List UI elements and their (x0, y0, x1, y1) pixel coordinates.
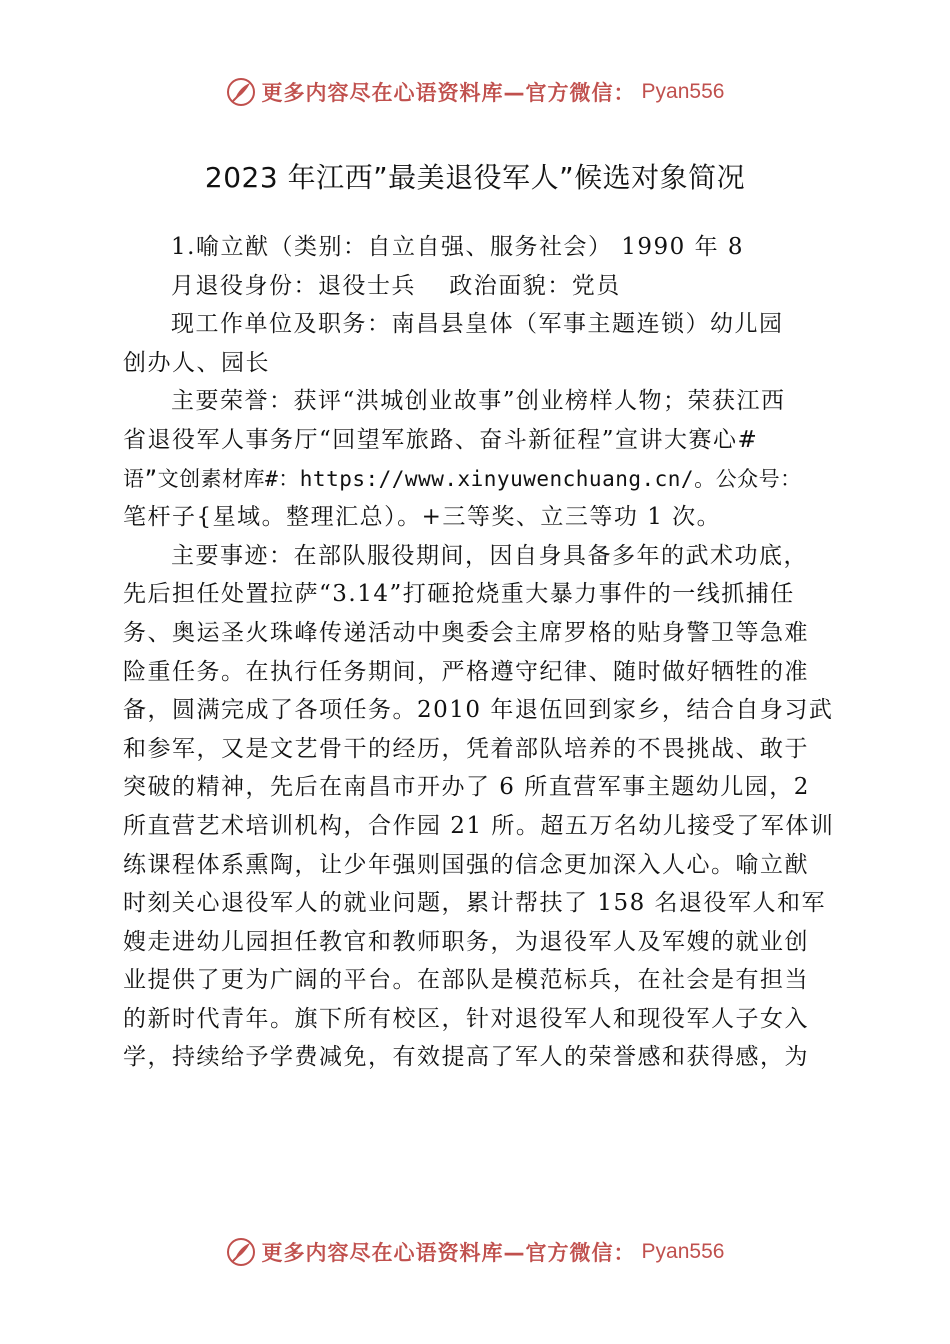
document-body (123, 228, 843, 1077)
body-line: 业提供了更为广阔的平台。在部队是模范标兵，在社会是有担当 (123, 967, 809, 994)
body-line: 主要事迹：在部队服役期间，因自身具备多年的武术功底， (171, 542, 808, 569)
body-line: 月退役身份：退役士兵 政治面貌：党员 (171, 272, 621, 299)
body-line: 学，持续给予学费减免，有效提高了军人的荣誉感和获得感，为 (123, 1044, 809, 1071)
body-line: 时刻关心退役军人的就业问题，累计帮扶了 158 名退役军人和军 (123, 890, 827, 917)
body-line: 险重任务。在执行任务期间，严格遵守纪律、随时做好牺牲的准 (123, 658, 809, 685)
body-line: 省退役军人事务厅“回望军旅路、奋斗新征程”宣讲大赛心# (123, 426, 759, 453)
body-line: 创办人、园长 (123, 349, 270, 376)
body-line: 练课程体系熏陶，让少年强则国强的信念更加深入人心。喻立猷 (123, 851, 809, 878)
body-line: 现工作单位及职务：南昌县皇体（军事主题连锁）幼儿园 (171, 311, 784, 338)
document-title: 2023 年江西”最美退役军人”候选对象简况 (204, 161, 746, 194)
quill-logo-icon (226, 77, 256, 107)
watermark-banner-bottom (0, 1232, 950, 1272)
body-line: 备，圆满完成了各项任务。2010 年退伍回到家乡，结合自身习武 (123, 697, 834, 724)
watermark-contact: Pyan556 (641, 80, 725, 103)
body-line: 所直营艺术培训机构，合作园 21 所。超五万名幼儿接受了军体训 (123, 812, 835, 839)
watermark-contact: Pyan556 (641, 1240, 725, 1263)
body-line: 笔杆子{星域。整理汇总）。+三等奖、立三等功 1 次。 (123, 504, 722, 531)
body-line: 1.喻立猷（类别：自立自强、服务社会） 1990 年 8 (171, 234, 745, 260)
quill-logo-icon (226, 1237, 256, 1267)
body-line: 的新时代青年。旗下所有校区，针对退役军人和现役军人子女入 (123, 1005, 809, 1032)
body-line: 主要荣誉：获评“洪城创业故事”创业榜样人物；荣获江西 (171, 388, 786, 415)
watermark-text: 更多内容尽在心语资料库—官方微信： (261, 81, 636, 105)
body-line: 务、奥运圣火珠峰传递活动中奥委会主席罗格的贴身警卫等急难 (123, 619, 809, 646)
watermark-text: 更多内容尽在心语资料库—官方微信： (261, 1241, 636, 1265)
body-line: 和参军，又是文艺骨干的经历，凭着部队培养的不畏挑战、敢于 (123, 735, 809, 762)
body-line: 突破的精神，先后在南昌市开办了 6 所直营军事主题幼儿园，2 (123, 774, 810, 801)
watermark-banner-top (0, 72, 950, 112)
body-line: 先后担任处置拉萨“3.14”打砸抢烧重大暴力事件的一线抓捕任 (123, 581, 795, 608)
body-line: 嫂走进幼儿园担任教官和教师职务，为退役军人及军嫂的就业创 (123, 928, 809, 955)
body-line-url: 语”文创素材库#：https://www.xinyuwenchuang.cn/。公众号： (123, 466, 802, 491)
